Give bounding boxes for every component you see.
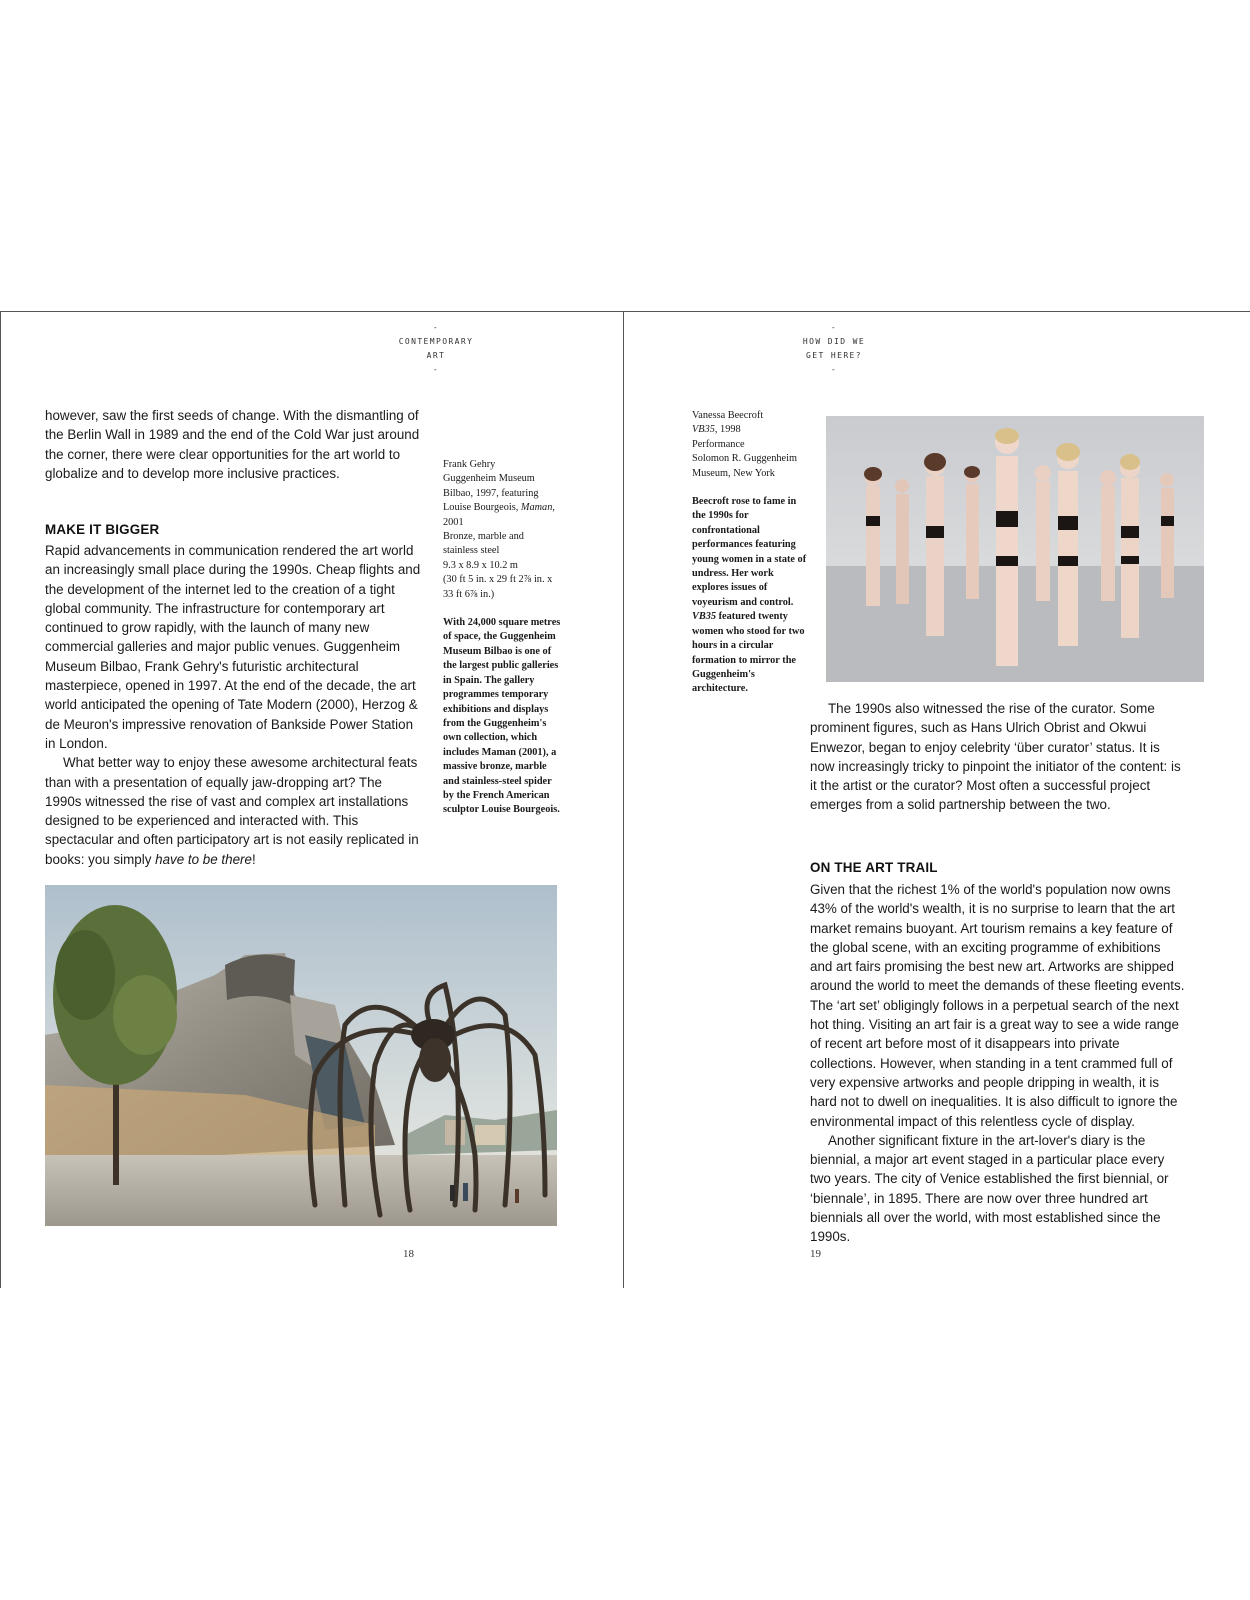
running-head-line2: GET HERE? [806, 351, 862, 360]
guggenheim-caption [443, 458, 561, 818]
paragraph-emphasis: have to be there [155, 851, 252, 867]
vb35-performance-photo [826, 416, 1204, 682]
beecroft-caption [692, 409, 808, 697]
paragraph-text: What better way to enjoy these awesome architectural feats than with a presentation of equally jaw-dropping art? The 1990s witnessed the rise of vast and complex art installations designed to be experienced and interacted with. This spectacular and often participatory art is not easily replicated in books: you simply [45, 755, 419, 867]
caption-medium: Bronze, marble and stainless steel [443, 531, 524, 557]
left-page-number: 18 [403, 1248, 414, 1260]
left-running-head [366, 321, 506, 377]
caption-work [443, 472, 561, 530]
right-page [624, 311, 1250, 1288]
caption-description-title: VB35 [692, 611, 717, 623]
running-head-dash: - [432, 365, 440, 374]
guggenheim-bilbao-photo [45, 885, 557, 1226]
caption-description [692, 495, 808, 697]
section-heading-on-the-art-trail: ON THE ART TRAIL [810, 860, 938, 875]
caption-work-title: VB35 [692, 424, 715, 436]
caption-artist: Vanessa Beecroft [692, 410, 764, 421]
intro-paragraph: however, saw the first seeds of change. With the dismantling of the Berlin Wall in 1989 and the end of the Cold War just around the corner, there were clear opportunities for the art world to globalize and to develop more inclusive practices. [45, 408, 420, 481]
paragraph-installations [45, 753, 421, 869]
caption-work-year: , 1998 [714, 424, 741, 436]
right-body-text [810, 880, 1186, 1247]
left-page [0, 311, 624, 1288]
right-body-text-top [810, 699, 1186, 815]
running-head-dash: - [830, 323, 838, 332]
running-head-dash: - [432, 323, 440, 332]
paragraph-curator: The 1990s also witnessed the rise of the curator. Some prominent figures, such as Hans Ulrich Obrist and Okwui Enwezor, began to enjoy celebrity ‘über curator’ status. It is now increasingly tricky to pinpoint the initiator of the content: is it the artist or the curator? Most often a successful project emerges from a solid partnership between the two. [810, 701, 1181, 813]
caption-dims-imperial: (30 ft 5 in. x 29 ft 2⅞ in. x 33 ft 6⅞ in.) [443, 574, 553, 600]
running-head-dash: - [830, 365, 838, 374]
caption-gap [692, 481, 808, 495]
right-running-head [764, 321, 904, 377]
running-head-line1: HOW DID WE [802, 337, 866, 346]
book-spread [0, 311, 1250, 1288]
caption-dims-metric: 9.3 x 8.9 x 10.2 m [443, 559, 518, 571]
caption-description-end: featured twenty women who stood for two hours in a circular formation to mirror the Guggenheim's architecture. [692, 611, 805, 695]
right-page-number: 19 [810, 1248, 821, 1260]
paragraph-end: ! [251, 851, 256, 867]
caption-medium: Performance [692, 438, 745, 450]
left-body-text [45, 541, 421, 869]
paragraph-make-it-bigger: Rapid advancements in communication rendered the art world an increasingly small place during the 1990s. Cheap flights and the development of the internet led to the creation of a tight global community. The infrastructure for contemporary art continued to grow rapidly, with the launch of many new commercial galleries and major public venues. Guggenheim Museum Bilbao, Frank Gehry's futuristic architectural masterpiece, opened in 1997. At the end of the decade, the art world anticipated the opening of Tate Modern (2000), Herzog & de Meuron's impressive renovation of Bankside Power Station in London. [45, 543, 421, 751]
running-head-line1: CONTEMPORARY [398, 337, 474, 346]
paragraph-biennial: Another significant fixture in the art-lover's diary is the biennial, a major art event staged in a particular place every two years. The city of Venice established the first biennial, or ‘biennale’, in 1895. There are now over three hundred art biennials all over the world, with most established since the 1990s. [810, 1132, 1169, 1245]
caption-description: With 24,000 square metres of space, the Guggenheim Museum Bilbao is one of the largest public galleries in Spain. The gallery programmes temporary exhibitions and displays from the Guggenheim's own collection, which includes Maman (2001), a massive bronze, marble and stainless-steel spider by the French American sculptor Louise Bourgeois. [443, 617, 561, 816]
caption-gap [443, 602, 561, 616]
paragraph-art-trail: Given that the richest 1% of the world's population now owns 43% of the world's wealth, it is no surprise to learn that the art market remains buoyant. Art tourism remains a key feature of the global scene, with an exciting programme of exhibitions and art fairs promising the best new art. Artworks are shipped around the world to meet the demands of these fleeting events. The ‘art set’ obligingly follows in a perpetual search of the next hot thing. Visiting an art fair is a great way to see a wide range of recent art before most of it disappears into private collections. However, when standing in a tent crammed full of very expensive artworks and people dripping in wealth, it is hard not to dwell on inequalities. It is also difficult to ignore the environmental impact of this relentless cycle of display. [810, 882, 1185, 1129]
running-head-line2: ART [426, 351, 446, 360]
left-intro-text [45, 406, 421, 483]
caption-description-text: Beecroft rose to fame in the 1990s for confrontational performances featuring young women in a state of undress. Her work explores issues of voyeurism and control. [692, 496, 807, 608]
caption-work [692, 423, 808, 437]
caption-location: Solomon R. Guggenheim Museum, New York [692, 453, 797, 479]
caption-work-text: Guggenheim Museum Bilbao, 1997, featuring Louise Bourgeois, [443, 473, 539, 514]
caption-work-title: Maman [520, 502, 553, 514]
section-heading-make-it-bigger: MAKE IT BIGGER [45, 522, 160, 537]
caption-work-year: , 2001 [443, 502, 555, 528]
caption-artist: Frank Gehry [443, 459, 496, 470]
